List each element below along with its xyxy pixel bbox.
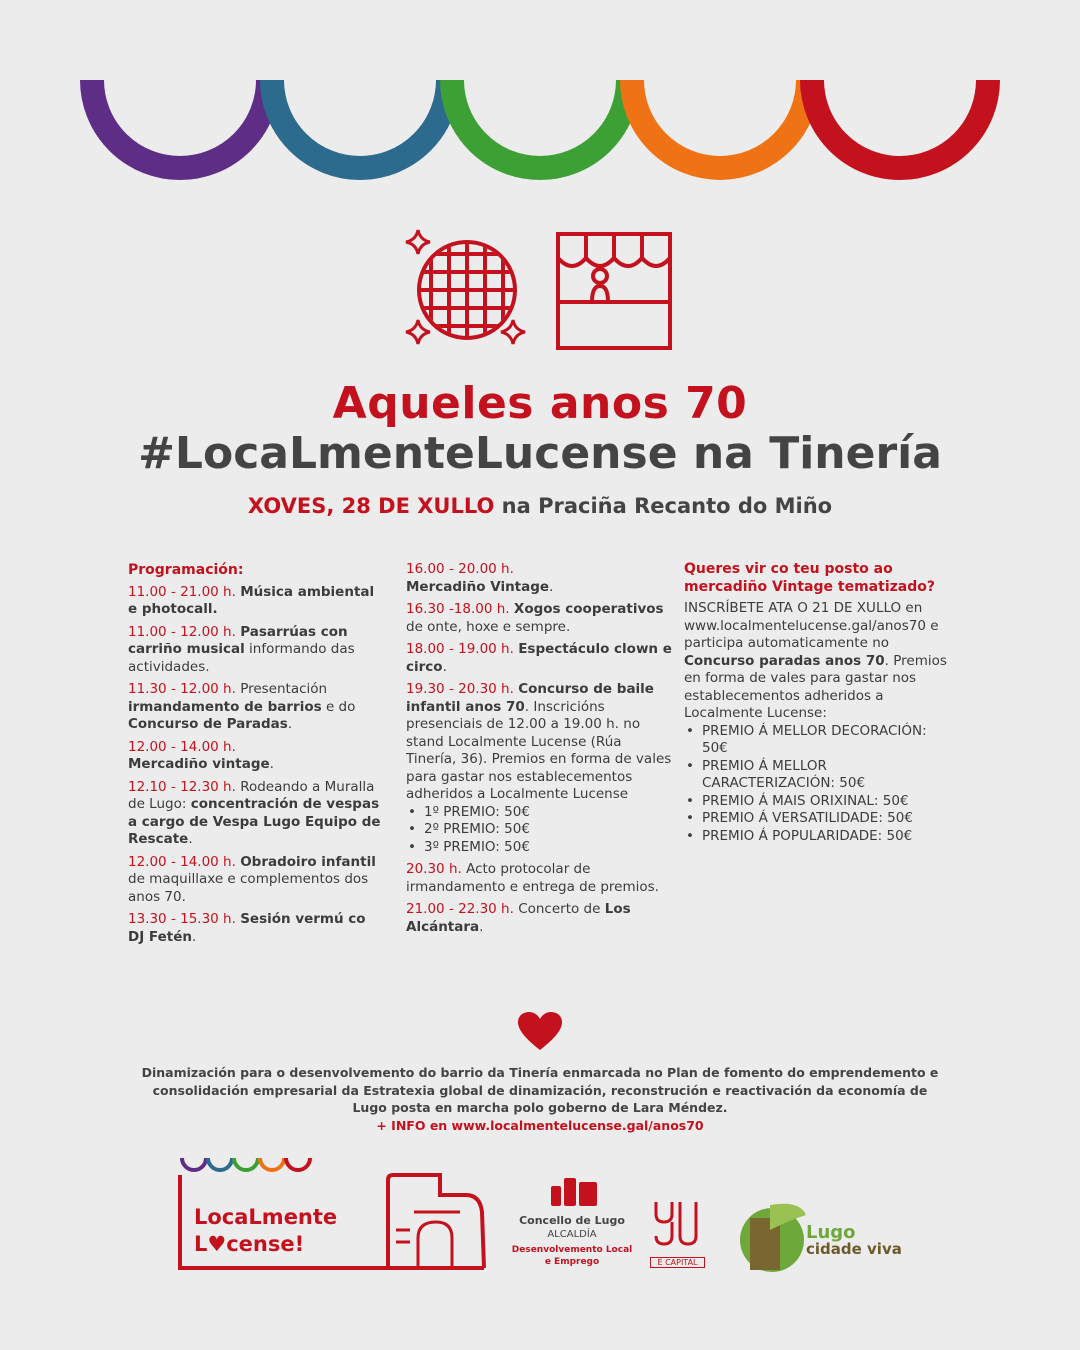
top-rainbow-arcs (0, 0, 1080, 200)
program-column-1 (128, 562, 383, 951)
dance-prize-list (406, 804, 676, 857)
program-time: 16.30 -18.00 h. (406, 601, 510, 617)
event-hashtag: #LocaLmenteLucense na Tinería (138, 428, 942, 479)
capital-mark: É CAPITAL (650, 1257, 705, 1268)
contest-desc: INSCRÍBETE ATA O 21 DE XULLO en www.localmentelucense.gal/anos70 e participa automaticamente no (684, 600, 939, 651)
program-desc: . (191, 928, 197, 945)
program-item (406, 561, 676, 596)
program-item (128, 681, 383, 734)
program-time: 20.30 h. (406, 861, 462, 877)
contest-column (684, 561, 954, 850)
event-place: na Praciña Recanto do Miño (501, 494, 833, 518)
disco-ball-icon (406, 230, 525, 344)
concello-name: Concello de Lugo (519, 1214, 625, 1227)
program-time: 12.00 - 14.00 h. (128, 853, 236, 870)
event-subtitle (0, 494, 1080, 518)
program-item (128, 624, 383, 677)
arc-green (452, 80, 628, 168)
program-item (406, 681, 676, 804)
program-title: Pasarrúas con carriño musical (128, 623, 348, 657)
contest-heading: Queres vir co teu posto ao mercadiño Vintage tematizado? (684, 561, 935, 595)
program-desc: informando das actividades. (128, 641, 355, 675)
program-desc: . (269, 756, 274, 772)
program-item (128, 854, 383, 907)
program-title: Los Alcántara (406, 901, 631, 935)
program-title: Música ambiental e photocall. (128, 583, 375, 617)
contest-title: Concurso paradas anos 70 (684, 652, 885, 669)
heart-icon (518, 1012, 562, 1052)
program-item (406, 641, 676, 676)
program-time: 18.00 - 19.00 h. (406, 641, 514, 657)
lugo-tagline: cidade viva (806, 1240, 902, 1258)
program-item (128, 911, 383, 946)
program-time: 11.00 - 21.00 h. (128, 583, 236, 600)
event-title: Aqueles anos 70 (332, 378, 748, 429)
program-item (128, 779, 383, 849)
program-item (406, 861, 676, 896)
program-title: irmandamento de barrios (128, 698, 322, 715)
event-date: XOVES, 28 DE XULLO (247, 494, 495, 518)
program-desc: . (479, 918, 484, 935)
program-column-2 (406, 561, 676, 941)
market-stall-icon (558, 234, 670, 348)
arc-red (812, 80, 988, 168)
list-item: • PREMIO Á VERSATILIDADE: 50€ (684, 810, 954, 828)
list-item: • PREMIO Á MAIS ORIXINAL: 50€ (684, 793, 954, 811)
program-title: Sesión vermú co DJ Fetén (128, 911, 366, 945)
program-item (128, 739, 383, 774)
program-heading: Programación: (128, 562, 244, 578)
program-desc: . (287, 716, 293, 732)
program-desc: e do (325, 698, 356, 715)
list-item: • PREMIO Á POPULARIDADE: 50€ (684, 828, 954, 846)
program-time: 12.10 - 12.30 h. (128, 778, 236, 795)
contest-prize-list (684, 723, 954, 846)
program-title: Obradoiro infantil (240, 853, 376, 870)
program-time: 21.00 - 22.30 h. (406, 901, 514, 917)
program-title: Espectáculo clown e circo (406, 641, 672, 675)
arc-blue (272, 80, 448, 168)
concello-lugo-logo (551, 1178, 597, 1206)
lugo-e-capital-logo (656, 1202, 696, 1244)
footer-info-link[interactable]: + INFO en www.localmentelucense.gal/anos70 (376, 1117, 704, 1133)
program-time: 11.00 - 12.00 h. (128, 623, 236, 640)
program-title: Xogos cooperativos (513, 601, 664, 617)
program-desc: Presentación (240, 681, 328, 697)
list-item: • PREMIO Á MELLOR DECORACIÓN: 50€ (684, 723, 954, 758)
program-desc: . (188, 831, 193, 847)
header-icons (0, 220, 1080, 360)
list-item: • 2º PREMIO: 50€ (406, 821, 676, 839)
program-desc: de maquillaxe e complementos dos anos 70. (128, 871, 369, 905)
program-time: 16.00 - 20.00 h. (406, 561, 514, 577)
lugo-cidade-viva-logo (740, 1204, 806, 1272)
program-desc: Rodeando a Muralla de Lugo: (128, 778, 375, 812)
contest-desc: . Premios en forma de vales para gastar nos establecementos adheridos a Localmente Lucense: (684, 652, 947, 721)
arc-purple (92, 80, 268, 168)
program-desc: Acto protocolar de irmandamento e entrega de premios. (406, 861, 659, 895)
program-title: Concurso de Paradas (128, 716, 288, 732)
program-item (406, 901, 676, 936)
contest-text (684, 600, 954, 723)
program-item (128, 584, 383, 619)
list-item: • PREMIO Á MELLOR CARACTERIZACIÓN: 50€ (684, 758, 954, 793)
list-item: • 1º PREMIO: 50€ (406, 804, 676, 822)
arc-orange (632, 80, 808, 168)
program-desc: . Inscricións presenciais de 12.00 a 19.00 h. no stand Localmente Lucense (Rúa Tinería, 36). Premios en forma de vales para gastar nos establecementos adheridos a Localmente Lucense (406, 698, 672, 802)
program-desc: de onte, hoxe e sempre. (406, 618, 571, 635)
program-time: 13.30 - 15.30 h. (128, 911, 236, 927)
program-time: 19.30 - 20.30 h. (406, 681, 514, 697)
program-title: Mercadiño Vintage (406, 578, 550, 595)
program-time: 11.30 - 12.00 h. (128, 681, 236, 697)
program-title: Concurso de baile infantil anos 70 (406, 681, 654, 715)
program-title: Mercadiño vintage (128, 756, 270, 772)
footer-text (140, 1064, 940, 1134)
program-desc: . (549, 578, 554, 595)
program-desc: Concerto de (518, 901, 601, 917)
localmente-logo-line1: LocaLmente (194, 1205, 338, 1229)
localmente-logo-line2: L♥cense! (194, 1232, 305, 1256)
lugo-name: Lugo (806, 1222, 856, 1243)
program-desc: . (442, 658, 447, 675)
program-title: concentración de vespas a cargo de Vespa Lugo Equipo de Rescate (128, 796, 381, 847)
footer-description: Dinamización para o desenvolvemento do barrio da Tinería enmarcada no Plan de fomento do emprendemento e consolidación empresarial da Estratexia global de dinamización, reconstrución e reactivación da economía de Lugo posta en marcha polo goberno de Lara Méndez. (141, 1065, 939, 1115)
list-item: • 3º PREMIO: 50€ (406, 839, 676, 857)
program-item (406, 601, 676, 636)
program-time: 12.00 - 14.00 h. (128, 738, 236, 755)
concello-dept: ALCALDÍA (547, 1229, 597, 1240)
concello-sub: Desenvolvemento Local e Emprego (511, 1245, 633, 1267)
